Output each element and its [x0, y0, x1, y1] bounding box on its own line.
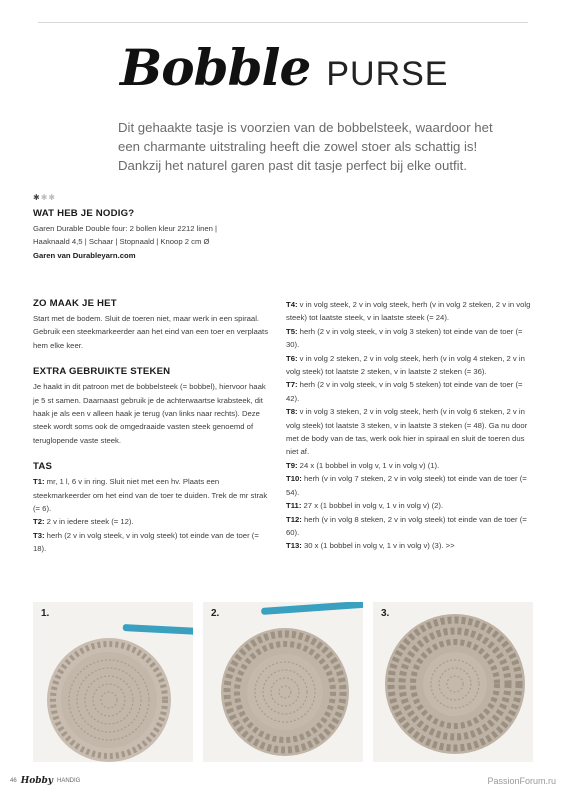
materials-supplier: Garen van Durableyarn.com — [33, 250, 136, 260]
intro-text: Dit gehaakte tasje is voorzien van de bobbelsteek, waardoor het een charmante uitstraling heeft die zowel stoer als schattig is! Dankzij het naturel garen past dit tasje perfect bij elke outfit. — [118, 120, 493, 173]
extra-stitches-heading: EXTRA GEBRUIKTE STEKEN — [33, 366, 171, 378]
pattern-row: T8: v in volg 3 steken, 2 v in volg steek, herh (v in volg 6 steken, 2 v in volg steek) tot laatste 3 steken, v in laatste 3 steken (= 48). Ga nu door met de body van de tas, werk ook hier in spiraal en sluit de toeren dus niet af. — [286, 407, 528, 457]
step-number-2: 2. — [211, 608, 220, 619]
pattern-row: T3: herh (2 v in volg steek, v in volg steek) tot einde van de toer (= 18). — [33, 530, 259, 554]
pattern-row: T12: herh (v in volg 8 steken, 2 v in volg steek) tot einde van de toer (= 60). — [286, 514, 527, 537]
page-number: 46 — [10, 778, 17, 784]
step-photo-3 — [373, 602, 533, 762]
page-title — [120, 38, 448, 97]
left-column — [33, 298, 273, 570]
pattern-row: T9: 24 x (1 bobbel in volg v, 1 v in volg v) (1). — [286, 460, 440, 470]
step-photo-2 — [203, 602, 363, 762]
title-caps: PURSE — [326, 55, 449, 93]
crochet-disc-3-image — [373, 602, 533, 762]
right-column — [286, 298, 534, 553]
materials-line-1: Garen Durable Double four: 2 bollen kleur 2212 linen | — [33, 224, 218, 233]
step-number-1: 1. — [41, 608, 50, 619]
materials-line-2: Haaknaald 4,5 | Schaar | Stopnaald | Knoop 2 cm Ø — [33, 237, 210, 247]
difficulty-star-empty: ✱✱ — [40, 193, 57, 202]
materials-heading: WAT HEB JE NODIG? — [33, 208, 135, 219]
pattern-row: T7: herh (2 v in volg steek, v in volg 5 steken) tot einde van de toer (= 42). — [286, 380, 523, 403]
start-heading: ZO MAAK JE HET — [33, 298, 117, 309]
pattern-row: T6: v in volg 2 steken, 2 v in volg steek, herh (v in volg 4 steken, 2 v in volg steek) tot laatste 2 steken, v in laatste 2 steken (= 36). — [286, 353, 525, 377]
difficulty-rating — [33, 193, 56, 202]
extra-stitches-text: Je haakt in dit patroon met de bobbelsteek (= bobbel), hiervoor haak je 5 st samen. Daarnaast gebruik je de achterwaartse krabsteek, dit haak je als een v alleen haak je terug (van links naar rechts). Deze steek wordt soms ook de omgedraaide vasten steek genoemd of teruglopende vaste steek. — [33, 382, 266, 445]
magazine-logo: Hobby — [20, 776, 54, 786]
pattern-row: T11: 27 x (1 bobbel in volg v, 1 v in volg v) (2). — [286, 501, 444, 511]
step-photo-1 — [33, 602, 193, 762]
materials-section — [33, 208, 283, 262]
start-text: Start met de bodem. Sluit de toeren niet, maar werk in een spiraal. Gebruik een steekmarkeerder aan het eind van een toer en verplaats hem elke keer. — [33, 314, 269, 350]
tas-heading: TAS — [33, 461, 53, 473]
difficulty-star-filled: ✱ — [33, 193, 41, 202]
crochet-disc-1-image — [33, 602, 193, 762]
top-rule — [38, 22, 528, 23]
pattern-row: T1: mr, 1 l, 6 v in ring. Sluit niet met een hv. Plaats een steekmarkeerder om het eind van de toer te duiden. Trek de mr strak (= 6). — [33, 477, 268, 514]
pattern-row: T2: 2 v in iedere steek (= 12). — [33, 517, 134, 527]
pattern-row: T4: v in volg steek, 2 v in volg steek, herh (v in volg 2 steken, 2 v in volg steek) tot laatste steek, v in laatste steek (= 24). — [286, 300, 531, 323]
pattern-row: T10: herh (v in volg 7 steken, 2 v in volg steek) tot einde van de toer (= 54). — [286, 474, 527, 497]
step-photos — [33, 602, 533, 762]
magazine-logo-suffix: HANDIG — [57, 778, 81, 784]
title-script: Bobble — [120, 38, 311, 97]
pattern-row: T5: herh (2 v in volg steek, v in volg 3 steken) tot einde van de toer (= 30). — [286, 326, 523, 350]
page-footer — [10, 776, 80, 786]
pattern-row: T13: 30 x (1 bobbel in volg v, 1 v in volg v) (3). >> — [286, 541, 455, 551]
watermark: PassionForum.ru — [487, 776, 556, 786]
step-number-3: 3. — [381, 608, 390, 619]
crochet-disc-2-image — [203, 602, 363, 762]
